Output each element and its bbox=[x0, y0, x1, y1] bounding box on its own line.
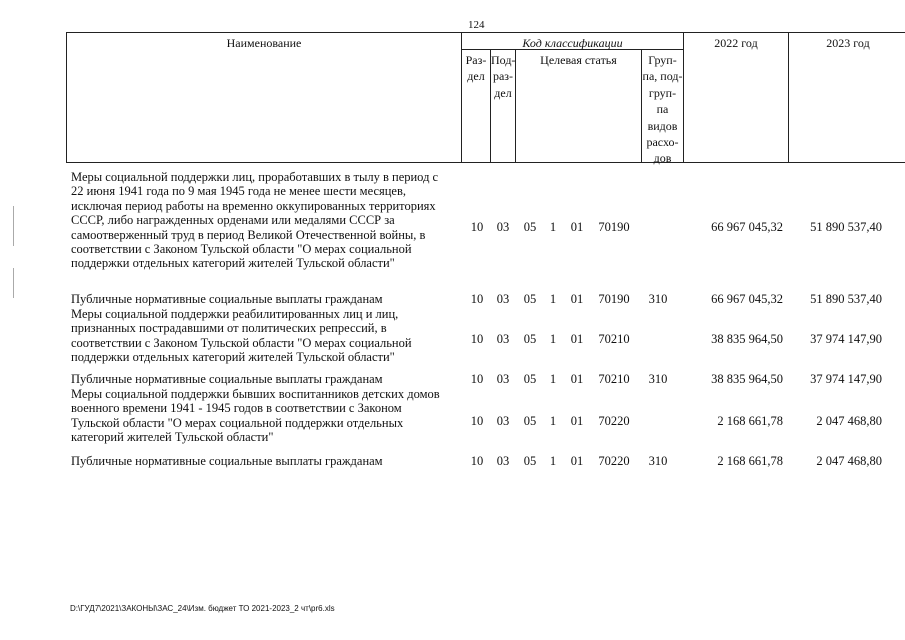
cell-amount-2023: 51 890 537,40 bbox=[810, 292, 882, 306]
cell-section: 10 bbox=[470, 292, 484, 306]
cell-target-2: 1 bbox=[549, 372, 557, 386]
cell-expense-type: 310 bbox=[648, 372, 668, 386]
cell-target-1: 05 bbox=[523, 332, 537, 346]
row-name: Меры социальной поддержки реабилитированных лиц и лиц, признанных пострадавшими от политических репрессий, в соответствии с Законом Тульской области "О мерах социальной поддержки отдельных категорий жителей Тульской области" bbox=[71, 307, 412, 365]
row-name: Публичные нормативные социальные выплаты гражданам bbox=[71, 292, 383, 306]
cell-amount-2023: 37 974 147,90 bbox=[810, 332, 882, 346]
cell-subsection: 03 bbox=[496, 414, 510, 428]
cell-target-4: 70190 bbox=[598, 292, 630, 306]
cell-expense-type: 310 bbox=[648, 292, 668, 306]
cell-section: 10 bbox=[470, 454, 484, 468]
cell-target-2: 1 bbox=[549, 454, 557, 468]
header-name: Наименование bbox=[226, 36, 302, 50]
cell-subsection: 03 bbox=[496, 220, 510, 234]
cell-target-4: 70210 bbox=[598, 372, 630, 386]
cell-target-3: 01 bbox=[570, 332, 584, 346]
cell-target-3: 01 bbox=[570, 372, 584, 386]
page-number: 124 bbox=[468, 19, 485, 31]
cell-subsection: 03 bbox=[496, 372, 510, 386]
row-name: Публичные нормативные социальные выплаты гражданам bbox=[71, 454, 383, 468]
cell-section: 10 bbox=[470, 372, 484, 386]
cell-target-2: 1 bbox=[549, 292, 557, 306]
cell-amount-2023: 2 047 468,80 bbox=[816, 414, 882, 428]
cell-section: 10 bbox=[470, 332, 484, 346]
cell-amount-2022: 2 168 661,78 bbox=[717, 454, 783, 468]
cell-subsection: 03 bbox=[496, 454, 510, 468]
row-name: Меры социальной поддержки бывших воспитанников детских домов военного времени 1941 - 1945 годов в соответствии с Законом Тульской области "О мерах социальной поддержки отдельных категорий жителей Тульской области" bbox=[71, 387, 440, 445]
row-name: Меры социальной поддержки лиц, проработавших в тылу в период с 22 июня 1941 года по 9 мая 1945 года не менее шести месяцев, исключая период работы на временно оккупированных территориях СССР, либо награжденных орденами или медалями СССР за самоотверженный труд в период Великой Отечественной войны, в соответствии с Законом Тульской области "О мерах социальной поддержки отдельных категорий жителей Тульской области" bbox=[71, 170, 439, 271]
cell-target-3: 01 bbox=[570, 454, 584, 468]
cell-target-4: 70220 bbox=[598, 454, 630, 468]
cell-subsection: 03 bbox=[496, 292, 510, 306]
table-header bbox=[66, 32, 905, 166]
cell-amount-2023: 51 890 537,40 bbox=[810, 220, 882, 234]
cell-target-2: 1 bbox=[549, 332, 557, 346]
cell-target-1: 05 bbox=[523, 372, 537, 386]
file-path-footer: D:\ГУД7\2021\ЗАКОНЫ\ЗАС_24\Изм. бюджет ТО 2021-2023_2 чт\pr6.xls bbox=[70, 604, 335, 613]
cell-amount-2023: 2 047 468,80 bbox=[816, 454, 882, 468]
header-target-article: Целевая статья bbox=[540, 53, 617, 67]
header-code-group: Код классификации bbox=[522, 36, 623, 50]
header-section: Раз- дел bbox=[465, 53, 487, 84]
cell-amount-2023: 37 974 147,90 bbox=[810, 372, 882, 386]
cell-target-1: 05 bbox=[523, 292, 537, 306]
cell-target-3: 01 bbox=[570, 220, 584, 234]
cell-amount-2022: 66 967 045,32 bbox=[711, 292, 783, 306]
header-year-2023: 2023 год bbox=[826, 36, 870, 50]
header-expense-group: Груп- па, под- груп- па видов расхо- дов bbox=[642, 53, 683, 166]
cell-section: 10 bbox=[470, 414, 484, 428]
cell-amount-2022: 2 168 661,78 bbox=[717, 414, 783, 428]
cell-target-2: 1 bbox=[549, 414, 557, 428]
cell-expense-type: 310 bbox=[648, 454, 668, 468]
header-year-2022: 2022 год bbox=[714, 36, 758, 50]
scan-mark bbox=[13, 268, 14, 298]
cell-amount-2022: 38 835 964,50 bbox=[711, 332, 783, 346]
cell-subsection: 03 bbox=[496, 332, 510, 346]
cell-target-2: 1 bbox=[549, 220, 557, 234]
cell-target-3: 01 bbox=[570, 292, 584, 306]
cell-target-4: 70210 bbox=[598, 332, 630, 346]
cell-target-1: 05 bbox=[523, 220, 537, 234]
cell-target-1: 05 bbox=[523, 454, 537, 468]
cell-amount-2022: 66 967 045,32 bbox=[711, 220, 783, 234]
row-name: Публичные нормативные социальные выплаты гражданам bbox=[71, 372, 383, 386]
cell-target-4: 70190 bbox=[598, 220, 630, 234]
cell-target-3: 01 bbox=[570, 414, 584, 428]
cell-amount-2022: 38 835 964,50 bbox=[711, 372, 783, 386]
cell-target-1: 05 bbox=[523, 414, 537, 428]
header-subsection: Под- раз- дел bbox=[491, 53, 516, 100]
cell-target-4: 70220 bbox=[598, 414, 630, 428]
cell-section: 10 bbox=[470, 220, 484, 234]
scan-mark bbox=[13, 206, 14, 246]
